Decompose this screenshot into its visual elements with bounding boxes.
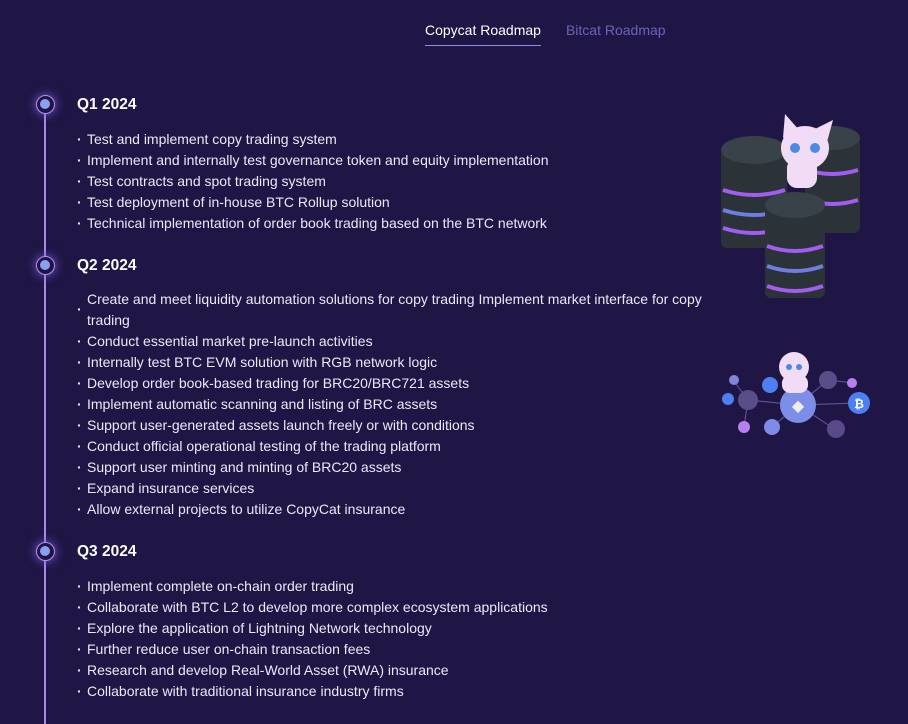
section-q3 [77, 542, 717, 702]
timeline-dot-q3 [36, 542, 55, 561]
list-item: · Internally test BTC EVM solution with RGB network logic [77, 352, 717, 373]
list-item: · Conduct official operational testing of the trading platform [77, 436, 717, 457]
bitcoin-icon: ₿ [854, 397, 864, 411]
tab-copycat-roadmap[interactable]: Copycat Roadmap [425, 22, 541, 46]
timeline-dot-q1 [36, 95, 55, 114]
timeline-line [44, 104, 46, 724]
cat-servers-illustration [715, 108, 865, 308]
section-title: Q1 2024 [77, 96, 137, 113]
list-item: · Further reduce user on-chain transaction fees [77, 639, 717, 660]
list-item: · Collaborate with BTC L2 to develop more complex ecosystem applications [77, 597, 717, 618]
list-item: · Implement complete on-chain order trading [77, 576, 717, 597]
list-item: · Explore the application of Lightning Network technology [77, 618, 717, 639]
crypto-network-illustration [718, 345, 878, 445]
list-item: · Implement automatic scanning and listing of BRC assets [77, 394, 717, 415]
tab-bitcat-roadmap[interactable]: Bitcat Roadmap [565, 22, 666, 38]
list-item: · Test and implement copy trading system [77, 129, 717, 150]
list-item: · Support user-generated assets launch freely or with conditions [77, 415, 717, 436]
list-item: · Collaborate with traditional insurance industry firms [77, 681, 717, 702]
roadmap-tabs [425, 22, 666, 46]
list-item: · Test contracts and spot trading system [77, 171, 717, 192]
list-item: · Support user minting and minting of BRC20 assets [77, 457, 717, 478]
list-item: · Test deployment of in-house BTC Rollup solution [77, 192, 717, 213]
section-title: Q3 2024 [77, 543, 137, 560]
timeline-dot-q2 [36, 256, 55, 275]
ethereum-icon: ◆ [791, 398, 805, 415]
list-item: · Research and develop Real-World Asset (RWA) insurance [77, 660, 717, 681]
list-item: · Create and meet liquidity automation solutions for copy trading Implement market interface for copy trading [77, 289, 717, 331]
section-q1 [77, 95, 717, 234]
section-title: Q2 2024 [77, 257, 137, 274]
list-item: · Technical implementation of order book trading based on the BTC network [77, 213, 717, 234]
list-item: · Implement and internally test governance token and equity implementation [77, 150, 717, 171]
list-item: · Develop order book-based trading for BRC20/BRC721 assets [77, 373, 717, 394]
section-q2 [77, 256, 717, 520]
list-item: · Allow external projects to utilize CopyCat insurance [77, 499, 717, 520]
list-item: · Expand insurance services [77, 478, 717, 499]
list-item: · Conduct essential market pre-launch activities [77, 331, 717, 352]
